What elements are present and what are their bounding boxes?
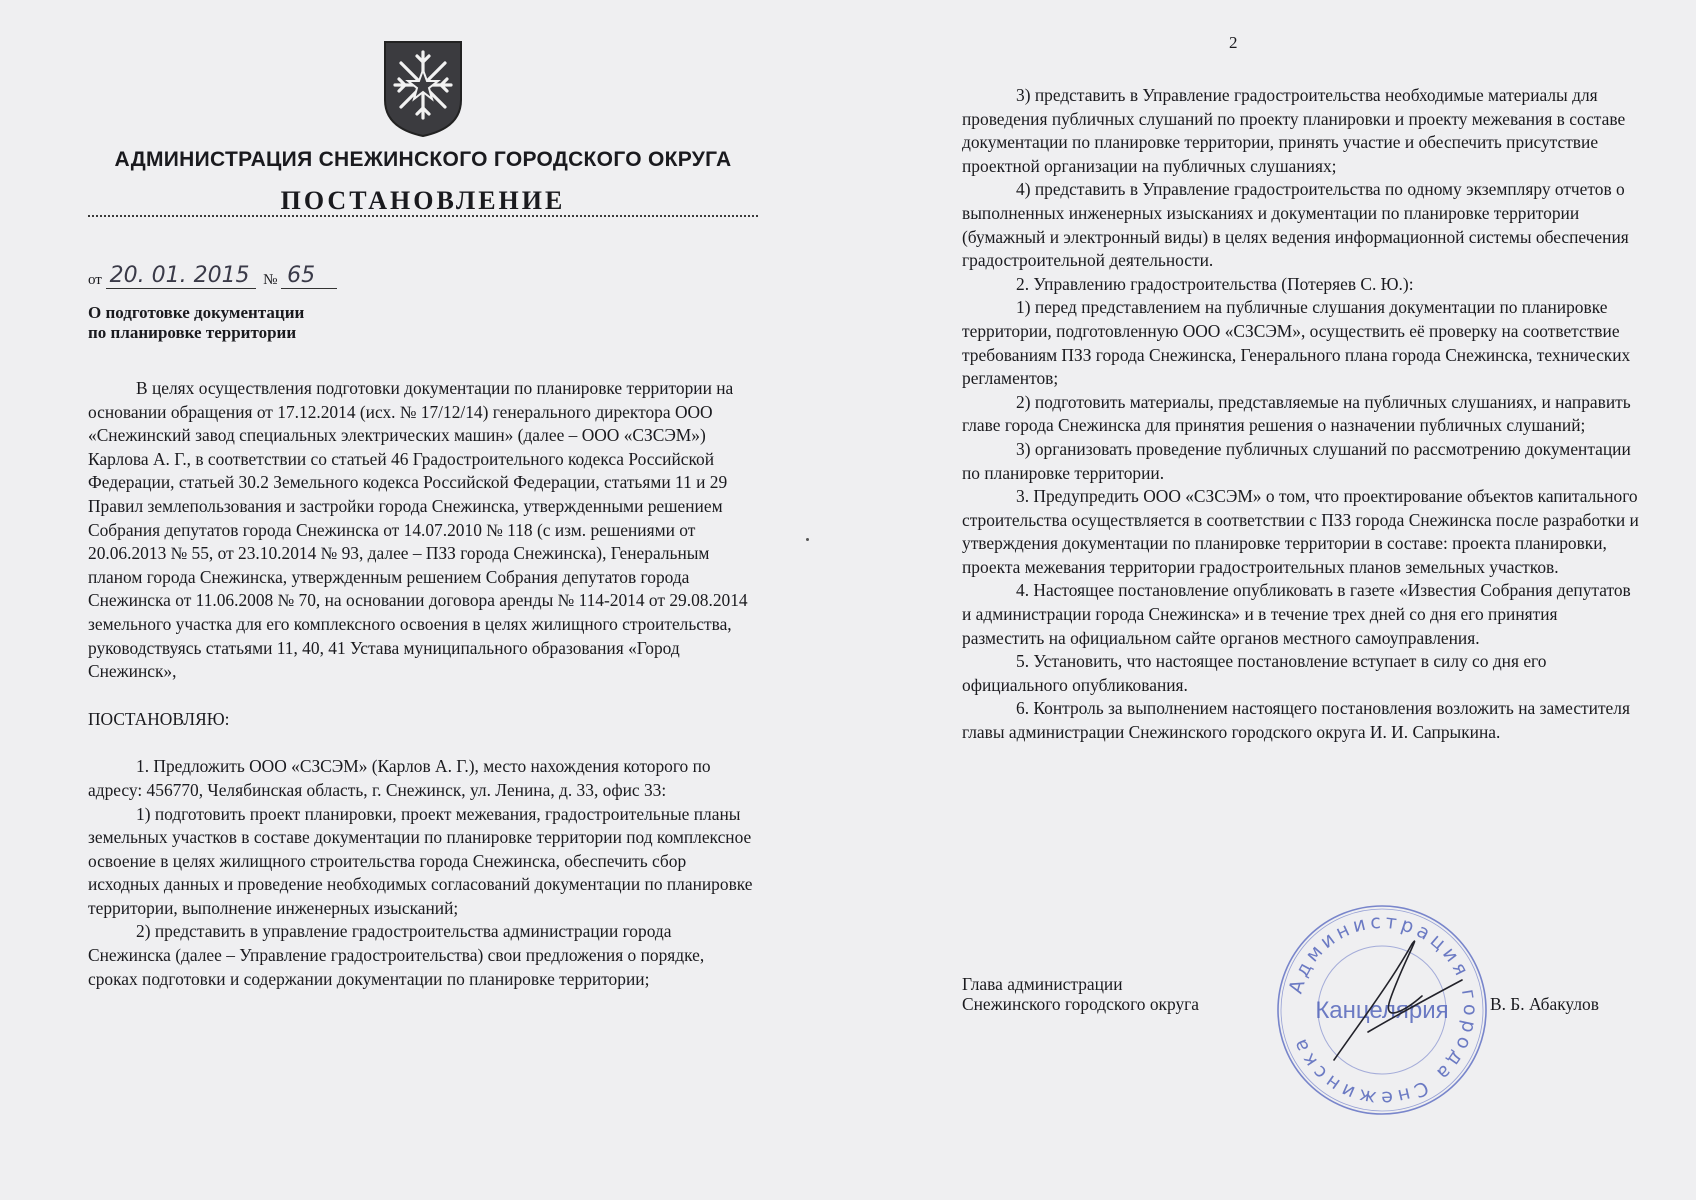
signatory-name: В. Б. Абакулов — [1490, 994, 1599, 1014]
clause-paragraph: 1. Предложить ООО «СЗСЭМ» (Карлов А. Г.), место нахождения которого по адресу: 456770, Челябинская область, г. Снежинск, ул. Ленина, д. 33, офис 33: — [88, 756, 711, 800]
number-label: № — [263, 272, 278, 288]
clause-paragraph: 1) подготовить проект планировки, проект межевания, градостроительные планы земельных участков в составе документации по планировке территории под комплексное освоение в целях жилищного строительства города Снежинска, обеспечить сбор исходных данных и проведение необходимых согласований документации по планировке территории, выполнение инженерных изысканий; — [88, 803, 753, 918]
document-subject — [88, 303, 304, 343]
clause-paragraph: 5. Установить, что настоящее постановление вступает в силу со дня его официального опубликования. — [962, 651, 1547, 695]
right-body-text — [962, 84, 1642, 745]
subject-line: по планировке территории — [88, 323, 297, 342]
title-divider — [88, 215, 758, 217]
left-body-text — [88, 377, 758, 991]
clause-paragraph: 4) представить в Управление градостроительства по одному экземпляру отчетов о выполненных инженерных изысканиях и документации по планировке территории (бумажный и электронный виды) в целях ведения информационной системы обеспечения градостроительной деятельности. — [962, 179, 1629, 271]
clause-paragraph: 1) перед представлением на публичные слушания документации по планировке территории, подготовленную ООО «СЗСЭМ», осуществить её проверку на соответствие требованиям ПЗЗ города Снежинска, Генерального плана города Снежинска, технических регламентов; — [962, 297, 1631, 389]
clause-paragraph: 4. Настоящее постановление опубликовать в газете «Известия Собрания депутатов и администрации города Снежинска» и в течение трех дней со дня его принятия разместить на официальном сайте органов местного самоуправления. — [962, 580, 1631, 648]
date-number-line — [88, 265, 337, 291]
signatory-position: Снежинского городского округа — [962, 994, 1199, 1014]
clause-paragraph: 2) подготовить материалы, представляемые на публичных слушаниях, и направить главе города Снежинска для принятия решения о назначении публичных слушаний; — [962, 391, 1631, 436]
office-stamp-seal — [1272, 900, 1492, 1120]
signatory-position: Глава администрации — [962, 974, 1123, 994]
clause-paragraph: 3) представить в Управление градостроительства необходимые материалы для проведения публичных слушаний по проекту планировки и проекту межевания в составе документации по планировке территории, принять участие и обеспечить присутствие проектной организации на публичных слушаниях; — [962, 85, 1626, 176]
clause-paragraph: 2. Управлению градостроительства (Потеряев С. Ю.): — [1016, 273, 1414, 294]
document-date: 20. 01. 2015 — [106, 263, 256, 289]
clause-paragraph: 3) организовать проведение публичных слушаний по рассмотрению документации по планировке территории. — [962, 438, 1631, 483]
left-page — [88, 0, 758, 1200]
document-type-title: ПОСТАНОВЛЕНИЕ — [280, 186, 566, 215]
signature-block — [962, 974, 1199, 1014]
preamble-paragraph: В целях осуществления подготовки документации по планировке территории на основании обращения от 17.12.2014 (исх. № 17/12/14) генерального директора ООО «Снежинский завод специальных электрических машин» (далее – ООО «СЗСЭМ») Карлова А. Г., в соответствии со статьей 46 Градостроительного кодекса Российской Федерации, статьей 30.2 Земельного кодекса Российской Федерации, статьями 11 и 29 Правил землепользования и застройки города Снежинска, утвержденными решением Собрания депутатов города Снежинска от 14.07.2010 № 118 (с изм. решениями от 20.06.2013 № 55, от 23.10.2014 № 93, далее – ПЗЗ города Снежинска), Генеральным планом города Снежинска, утвержденным решением Собрания депутатов города Снежинска от 11.06.2008 № 70, на основании договора аренды № 114-2014 от 29.08.2014 земельного участка для его комплексного освоения в целях жилищного строительства, руководствуясь статьями 11, 40, 41 Устава муниципального образования «Город Снежинск», — [88, 378, 748, 682]
date-from-label: от — [88, 272, 102, 288]
subject-line: О подготовке документации — [88, 303, 305, 322]
seal-center-text: Канцелярия — [1315, 997, 1449, 1024]
clause-paragraph: 6. Контроль за выполнением настоящего постановления возложить на заместителя главы администрации Снежинского городского округа И. И. Сапрыкина. — [962, 698, 1630, 743]
administration-title: АДМИНИСТРАЦИЯ СНЕЖИНСКОГО ГОРОДСКОГО ОКРУГА — [114, 148, 732, 171]
seal-ring-text: Администрация города Снежинска — [1284, 910, 1482, 1110]
resolution-word: ПОСТАНОВЛЯЮ: — [88, 708, 230, 729]
scan-speck — [806, 538, 809, 541]
document-number: 65 — [281, 263, 337, 289]
city-emblem-icon — [381, 38, 465, 138]
clause-paragraph: 3. Предупредить ООО «СЗСЭМ» о том, что проектирование объектов капитального строительства осуществляется в соответствии с ПЗЗ города Снежинска после разработки и утверждения документации по планировке территории в составе: проекта планировки, проекта межевания территории градостроительных планов земельных участков. — [962, 486, 1639, 577]
clause-paragraph: 2) представить в управление градостроительства администрации города Снежинска (далее – Управление градостроительства) свои предложения о порядке, сроках подготовки и содержании документации по планировке территории; — [88, 921, 705, 989]
page-number: 2 — [1229, 33, 1238, 52]
